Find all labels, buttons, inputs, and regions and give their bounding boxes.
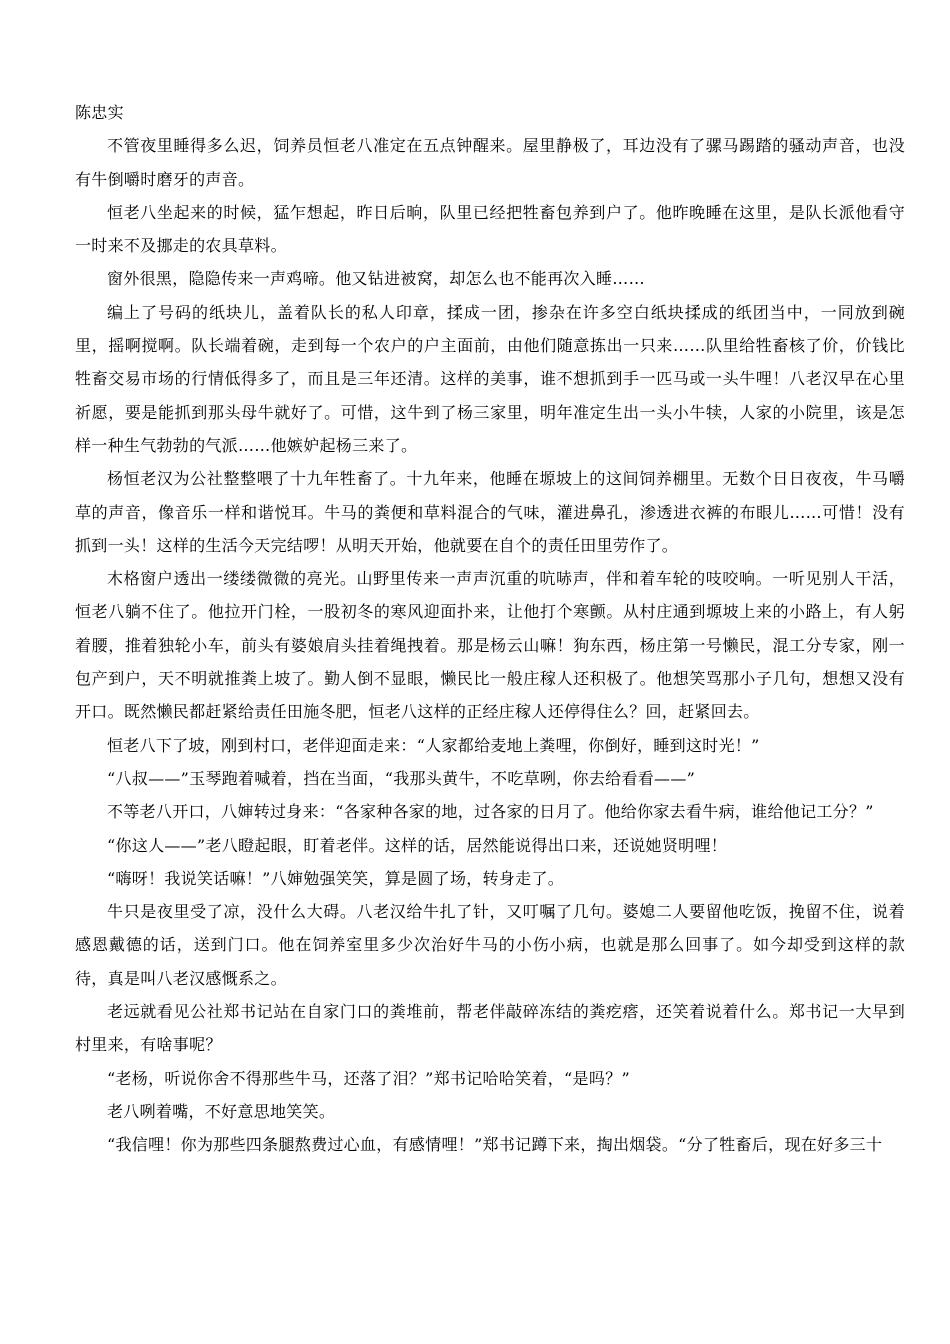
paragraph: “老杨，听说你舍不得那些牛马，还落了泪？”郑书记哈哈笑着，“是吗？” <box>107 1068 630 1088</box>
paragraph: “嗨呀！我说笑话嘛！”八婶勉强笑笑，算是圆了场，转身走了。 <box>107 868 565 888</box>
author-name: 陈忠实 <box>75 103 124 122</box>
paragraph: 牛只是夜里受了凉，没什么大碍。八老汉给牛扎了针，又叮嘱了几句。婆媳二人要留他吃饭，挽留不住，说着感恩戴德的话，送到门口。他在饲养室里多少次治好牛马的小伤小病，也就是那么回事了。如今却受到这样的款待，真是叫八老汉感慨系之。 <box>75 902 905 988</box>
paragraph: 老八咧着嘴，不好意思地笑笑。 <box>107 1101 336 1121</box>
paragraph: 不管夜里睡得多么迟，饲养员恒老八准定在五点钟醒来。屋里静极了，耳边没有了骡马踢踏的骚动声音，也没有牛倒嚼时磨牙的声音。 <box>75 136 905 189</box>
paragraph: “我信哩！你为那些四条腿熬费过心血，有感情哩！”郑书记蹲下来，掏出烟袋。“分了牲畜后，现在好多三十 <box>107 1135 883 1155</box>
paragraph: “八叔——”玉琴跑着喊着，挡在当面，“我那头黄牛，不吃草咧，你去给看看——” <box>107 768 696 788</box>
paragraph: 杨恒老汉为公社整整喂了十九年牲畜了。十九年来，他睡在塬坡上的这间饲养棚里。无数个日日夜夜，牛马嚼草的声音，像音乐一样和谐悦耳。牛马的粪便和草料混合的气味，灌进鼻孔，渗透进衣裤的布眼儿……可惜！没有抓到一头！这样的生活今天完结啰！从明天开始，他就要在自个的责任田里劳作了。 <box>75 469 905 555</box>
paragraph: 恒老八下了坡，刚到村口，老伴迎面走来：“人家都给麦地上粪哩，你倒好，睡到这时光！” <box>107 735 760 755</box>
paragraph: 窗外很黑，隐隐传来一声鸡啼。他又钻进被窝，却怎么也不能再次入睡…… <box>107 269 645 289</box>
paragraph: 木格窗户透出一缕缕微微的亮光。山野里传来一声声沉重的吭哧声，伴和着车轮的吱咬响。一听见别人干活，恒老八躺不住了。他拉开门栓，一股初冬的寒风迎面扑来，让他打个寒颤。从村庄通到塬坡上来的小路上，有人躬着腰，推着独轮小车，前头有婆娘肩头挂着绳拽着。那是杨云山嘛！狗东西，杨庄第一号懒民，混工分专家，刚一包产到户，天不明就推粪上坡了。勤人倒不显眼，懒民比一般庄稼人还积极了。他想笑骂那小子几句，想想又没有开口。既然懒民都赶紧给责任田施冬肥，恒老八这样的正经庄稼人还停得住么？回，赶紧回去。 <box>75 569 905 722</box>
paragraph: “你这人——”老八瞪起眼，盯着老伴。这样的话，居然能说得出口来，还说她贤明哩！ <box>107 835 728 855</box>
document-page <box>75 96 905 1162</box>
paragraph: 编上了号码的纸块儿，盖着队长的私人印章，揉成一团，掺杂在许多空白纸块揉成的纸团当中，一同放到碗里，摇啊搅啊。队长端着碗，走到每一个农户的户主面前，由他们随意拣出一只来……队里给牲畜核了价，价钱比牲畜交易市场的行情低得多了，而且是三年还清。这样的美事，谁不想抓到手一匹马或一头牛哩！八老汉早在心里祈愿，要是能抓到那头母牛就好了。可惜，这牛到了杨三家里，明年准定生出一头小牛犊，人家的小院里，该是怎样一种生气勃勃的气派……他嫉妒起杨三来了。 <box>75 302 905 455</box>
paragraph: 老远就看见公社郑书记站在自家门口的粪堆前，帮老伴敲碎冻结的粪疙瘩，还笑着说着什么。郑书记一大早到村里来，有啥事呢？ <box>75 1002 905 1055</box>
paragraph: 恒老八坐起来的时候，猛乍想起，昨日后晌，队里已经把牲畜包养到户了。他昨晚睡在这里，是队长派他看守一时来不及挪走的农具草料。 <box>75 202 905 256</box>
paragraph: 不等老八开口，八婶转过身来：“各家种各家的地，过各家的日月了。他给你家去看牛病，谁给他记工分？” <box>107 802 874 822</box>
